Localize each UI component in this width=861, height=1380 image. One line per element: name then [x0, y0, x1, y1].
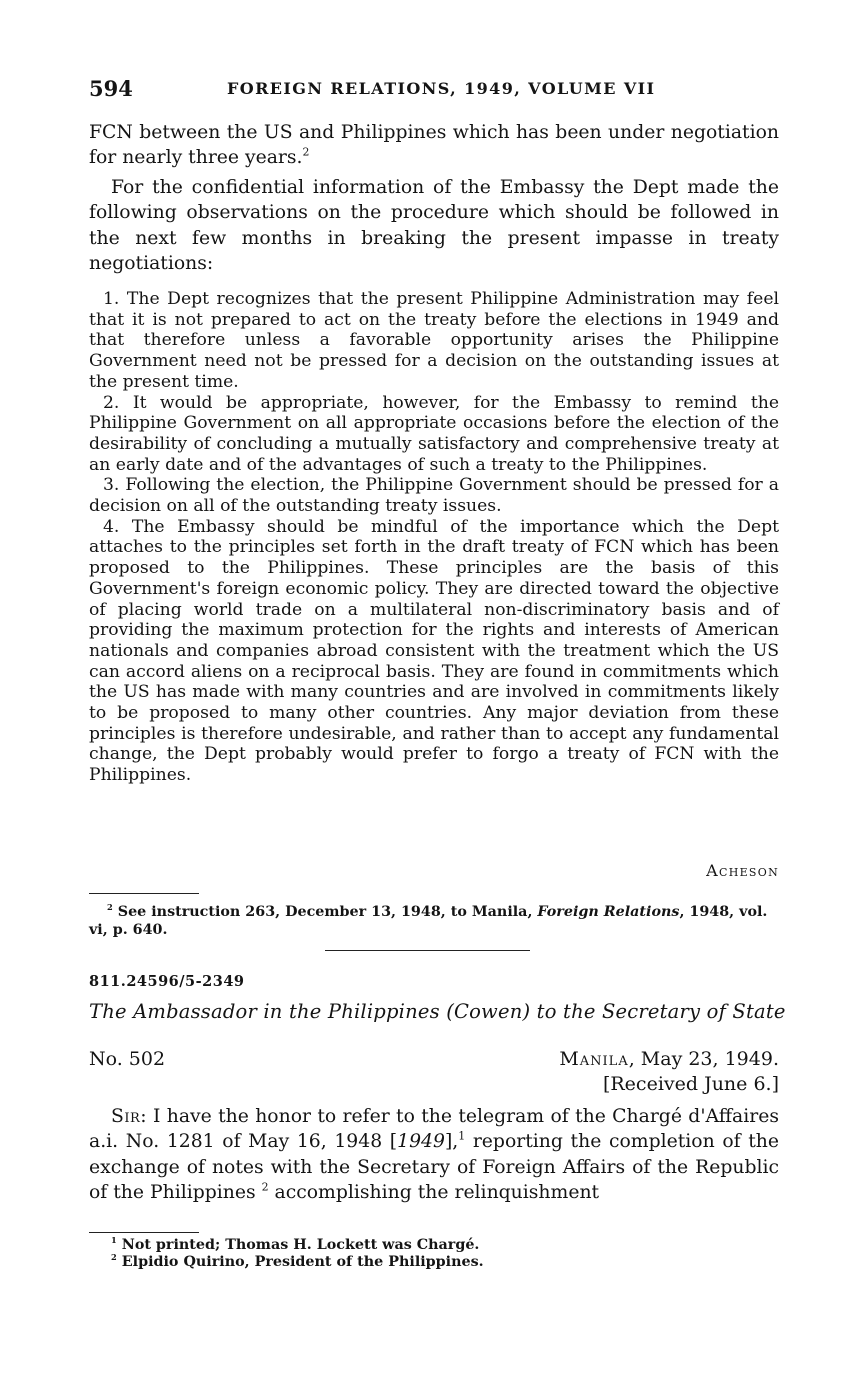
signature: Acheson — [706, 861, 779, 880]
footnote-ref: 2 — [302, 146, 310, 160]
footnote: $^2$ See instruction 263, December 13, 1948, to Manila, Foreign Relations, 1948, vol. vi, p. 640. — [89, 902, 768, 938]
footnote: $^1$ Not printed; Thomas H. Lockett was Chargé. — [111, 1235, 480, 1253]
page-number: 594 — [89, 76, 133, 101]
continuation-paragraph: FCN between the US and Philippines which has been under negotiation for nearly three years.$^2$ — [89, 122, 779, 169]
file-number: 811.24596/5-2349 — [89, 973, 245, 990]
document-separator — [325, 950, 530, 951]
received-date: [Received June 6.] — [602, 1073, 779, 1095]
instruction-item-4: 4. The Embassy should be mindful of the importance which the Dept attaches to the principles set forth in the draft treaty of FCN which has been proposed to the Philippines. These principles are the basis of this Government's foreign economic policy. They are directed toward the objective of placing world trade on a multilateral non-discriminatory basis and of providing the maximum protection for the rights and interests of American nationals and companies abroad consistent with the treatment which the US can accord aliens on a reciprocal basis. They are found in commitments which the US has made with many countries and are involved in commitments likely to be proposed to many other countries. Any major deviation from these principles is therefore undesirable, and rather than to accept any fundamental change, the Dept probably would prefer to forgo a treaty of FCN with the Philippines. — [89, 516, 779, 786]
footnote-rule — [89, 1232, 199, 1233]
footnote: $^2$ Elpidio Quirino, President of the Philippines. — [111, 1252, 484, 1270]
footnote-rule — [89, 893, 199, 894]
letter-paragraph: Sir: I have the honor to refer to the telegram of the Chargé d'Affaires a.i. No. 1281 of May 16, 1948 [1949],$^1$ reporting the completion of the exchange of notes with the Secretary of Foreign Affairs of the Republic of the Philippines $^2$ accomplishing the relinquishment — [89, 1106, 780, 1204]
instruction-list — [89, 289, 779, 786]
dateline: Manila, May 23, 1949. — [559, 1048, 779, 1070]
instruction-item-2: 2. It would be appropriate, however, for the Embassy to remind the Philippine Government on all appropriate occasions before the election of the desirability of concluding a mutually satisfactory and comprehensive treaty at an early date and of the advantages of such a treaty to the Philippines. — [89, 392, 779, 475]
page-header — [89, 76, 779, 102]
document-number: No. 502 — [89, 1048, 166, 1070]
intro-paragraph: For the confidential information of the Embassy the Dept made the following observations on the procedure which should be followed in the next few months in breaking the present impasse in treaty negotiations: — [89, 177, 779, 275]
running-title: FOREIGN RELATIONS, 1949, VOLUME VII — [227, 79, 656, 98]
instruction-item-1: 1. The Dept recognizes that the present Philippine Administration may feel that it is not prepared to act on the treaty before the elections in 1949 and that therefore unless a favorable opportunity arises the Philippine Government need not be pressed for a decision on the outstanding issues at the present time. — [89, 289, 779, 392]
instruction-item-3: 3. Following the election, the Philippine Government should be pressed for a decision on all of the outstanding treaty issues. — [89, 475, 779, 517]
document-heading: The Ambassador in the Philippines (Cowen) to the Secretary of State — [89, 1000, 786, 1023]
